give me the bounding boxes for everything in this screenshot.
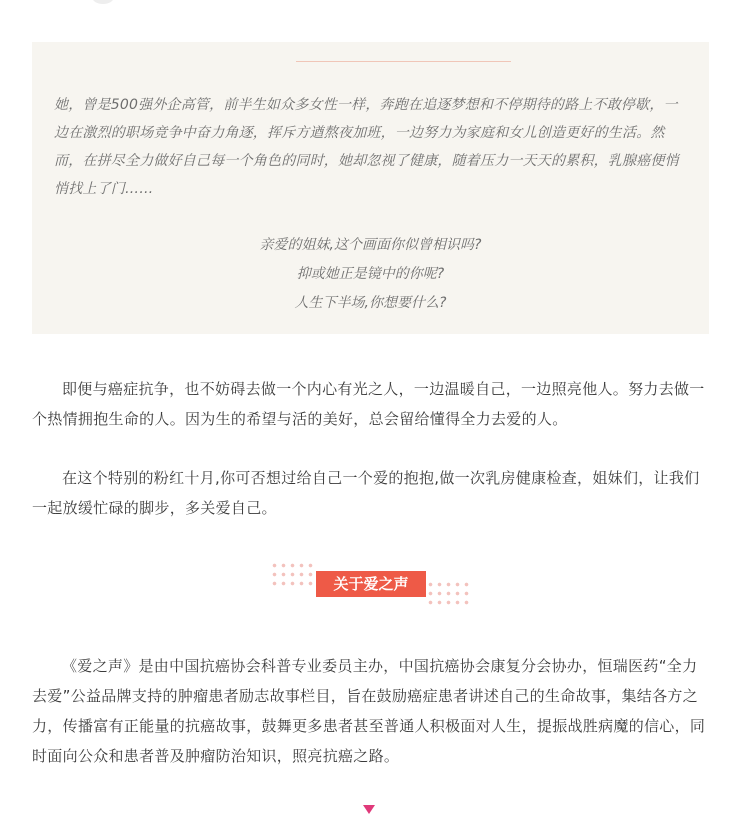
quote-lines xyxy=(32,231,709,318)
quote-box xyxy=(32,42,709,334)
top-decoration xyxy=(92,0,114,4)
dots-decoration-left xyxy=(270,561,316,589)
quote-line-2: 抑或她正是镜中的你呢? xyxy=(296,266,445,282)
section-paragraph: 《爱之声》是由中国抗癌协会科普专业委员主办，中国抗癌协会康复分会协办，恒瑞医药“全力去爱”公益品牌支持的肿瘤患者励志故事栏目，旨在鼓励癌症患者讲述自己的生命故事，集结各方之力，传播富有正能量的抗癌故事，鼓舞更多患者甚至普通人积极面对人生，提振战胜病魔的信心，同时面向公众和患者普及肿瘤防治知识，照亮抗癌之路。 xyxy=(32,657,706,765)
section-title: 关于爱之声 xyxy=(316,571,426,597)
arrow-down-icon xyxy=(363,805,375,814)
quote-line-1: 亲爱的姐妹,这个画面你似曾相识吗? xyxy=(259,237,482,253)
dots-decoration-right xyxy=(426,580,472,608)
quote-divider xyxy=(296,61,511,62)
quote-paragraph: 她，曾是500强外企高管，前半生如众多女性一样，奔跑在追逐梦想和不停期待的路上不敢停歇，一边在激烈的职场竞争中奋力角逐，挥斥方遒熬夜加班，一边努力为家庭和女儿创造更好的生活。然而，在拼尽全力做好自己每一个角色的同时，她却忽视了健康，随着压力一天天的累积，乳腺癌便悄悄找上了门…… xyxy=(54,97,679,197)
quote-line-3: 人生下半场,你想要什么? xyxy=(294,295,447,311)
body-paragraph-1: 即便与癌症抗争，也不妨碍去做一个内心有光之人，一边温暖自己，一边照亮他人。努力去做一个热情拥抱生命的人。因为生的希望与活的美好，总会留给懂得全力去爱的人。 xyxy=(32,380,705,428)
body-paragraph-2: 在这个特别的粉红十月,你可否想过给自己一个爱的抱抱,做一次乳房健康检查，姐妹们，让我们一起放缓忙碌的脚步，多关爱自己。 xyxy=(32,469,700,517)
